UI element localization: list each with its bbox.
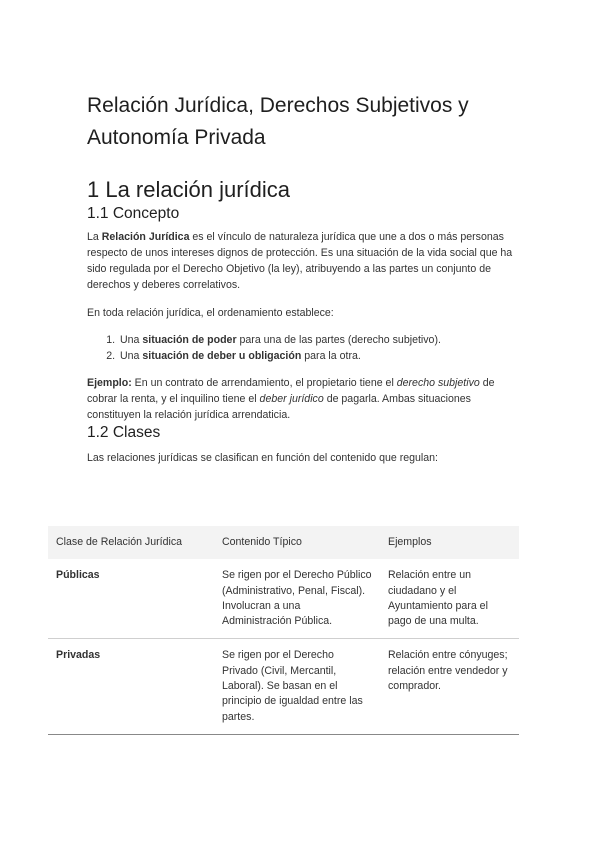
definition-text-end: es el vínculo de naturaleza jurídica que une a dos o más personas respecto de unos intereses dignos de protección. Es una situación de la vida social que ha sido regulada por el Derecho Objetivo (la ley), atribuyendo a las partes un conjunto de derechos y deberes correlativos.: [87, 231, 513, 291]
example-text: de cobrar la renta, y el inquilino tiene el: [87, 377, 495, 405]
subsection-heading-concepto: 1.1 Concepto: [87, 205, 180, 222]
table-cell-ejemplos: Relación entre un ciudadano y el Ayuntamiento para el pago de una multa.: [388, 569, 488, 628]
document-content: [87, 90, 517, 466]
table-cell-contenido: Se rigen por el Derecho Público (Administrativo, Penal, Fiscal). Involucran a una Administración Pública.: [222, 569, 372, 628]
list-item-text: Una: [120, 350, 143, 362]
definition-paragraph: [87, 229, 517, 293]
table-cell-clase: Privadas: [48, 639, 214, 734]
document-title: Relación Jurídica, Derechos Subjetivos y Autonomía Privada: [87, 94, 469, 149]
list-item-emphasis: situación de deber u obligación: [142, 350, 302, 362]
table-row: [48, 639, 519, 734]
list-item-text: Una: [120, 334, 143, 346]
column-header-contenido: Contenido Típico: [214, 526, 380, 559]
table-row: [48, 559, 519, 639]
subsection-heading-clases: 1.2 Clases: [87, 424, 161, 441]
example-emphasis: deber jurídico: [259, 393, 324, 405]
table-cell-contenido: Se rigen por el Derecho Privado (Civil, Mercantil, Laboral). Se basan en el principio de igualdad entre las partes.: [214, 639, 380, 734]
classes-table: [48, 526, 519, 735]
table-cell-ejemplos: Relación entre cónyuges; relación entre vendedor y comprador.: [380, 639, 519, 734]
table-header-row: [48, 526, 519, 559]
list-item-text: para la otra.: [301, 350, 361, 362]
example-text: En un contrato de arrendamiento, el propietario tiene el: [131, 377, 397, 389]
clases-intro-paragraph: Las relaciones jurídicas se clasifican en función del contenido que regulan:: [87, 452, 438, 464]
list-item: [118, 332, 517, 348]
roles-list: [87, 332, 517, 364]
example-text: de pagarla. Ambas situaciones constituyen la relación jurídica arrendaticia.: [87, 393, 471, 421]
example-emphasis: derecho subjetivo: [396, 377, 480, 389]
definition-text-start: La: [87, 231, 102, 243]
example-paragraph: [87, 375, 517, 423]
example-label: Ejemplo:: [87, 377, 132, 389]
section-heading: 1 La relación jurídica: [87, 177, 291, 202]
list-item: [118, 348, 517, 364]
column-header-clase: Clase de Relación Jurídica: [48, 526, 214, 559]
list-item-text: para una de las partes (derecho subjetivo).: [236, 334, 441, 346]
definition-term: Relación Jurídica: [101, 231, 190, 243]
list-item-emphasis: situación de poder: [142, 334, 237, 346]
column-header-ejemplos: Ejemplos: [380, 526, 519, 559]
intro-paragraph: En toda relación jurídica, el ordenamiento establece:: [87, 307, 334, 319]
table-cell-clase: Públicas: [56, 569, 100, 582]
